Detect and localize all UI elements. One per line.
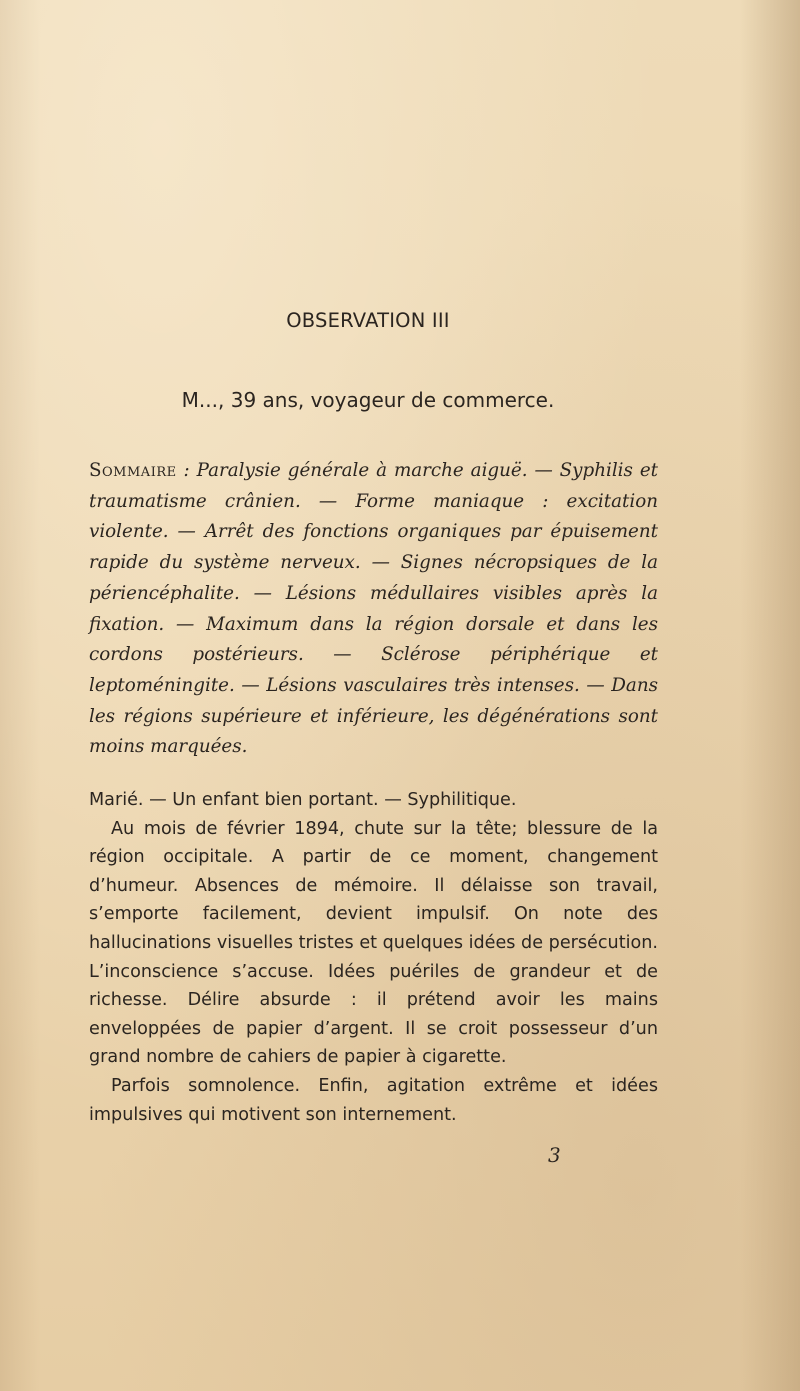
body-paragraph-1: Marié. — Un enfant bien portant. — Syphilitique. (89, 790, 517, 810)
observation-heading: OBSERVATION III (286, 309, 450, 332)
body-paragraph-3: Parfois somnolence. Enfin, agitation extrême et idées impulsives qui motivent son internement. (89, 1075, 658, 1125)
body-paragraph-2: Au mois de février 1894, chute sur la tête; blessure de la région occipitale. A partir de ce moment, changement d’humeur. Absences de mémoire. Il délaisse son travail, s’emporte facilement, devient impulsif. On note des hallucinations visuelles tristes et quelques idées de persécution. L’inconscience s’accuse. Idées puériles de grandeur et de richesse. Délire absurde : il prétend avoir les mains enveloppées de papier d’argent. Il se croit possesseur d’un grand nombre de cahiers de papier à cigarette. (89, 818, 658, 1068)
case-body (89, 786, 658, 1129)
summary-text: Paralysie générale à marche aiguë. — Syphilis et traumatisme crânien. — Forme maniaque : excitation violente. — Arrêt des fonctions organiques par épuisement rapide du système nerveux. — Signes nécropsiques de la périencéphalite. — Lésions médullaires visibles après la fixation. — Maximum dans la région dorsale et dans les cordons postérieurs. — Sclérose périphérique et leptoméningite. — Lésions vasculaires très intenses. — Dans les régions supérieure et inférieure, les dégénérations sont moins marquées. (89, 460, 658, 758)
summary-separator: : (176, 460, 197, 481)
page-number: 3 (548, 1143, 561, 1167)
patient-subject-line: M..., 39 ans, voyageur de commerce. (181, 388, 555, 412)
summary-paragraph (89, 456, 658, 763)
summary-lead: Sommaire (89, 460, 177, 481)
